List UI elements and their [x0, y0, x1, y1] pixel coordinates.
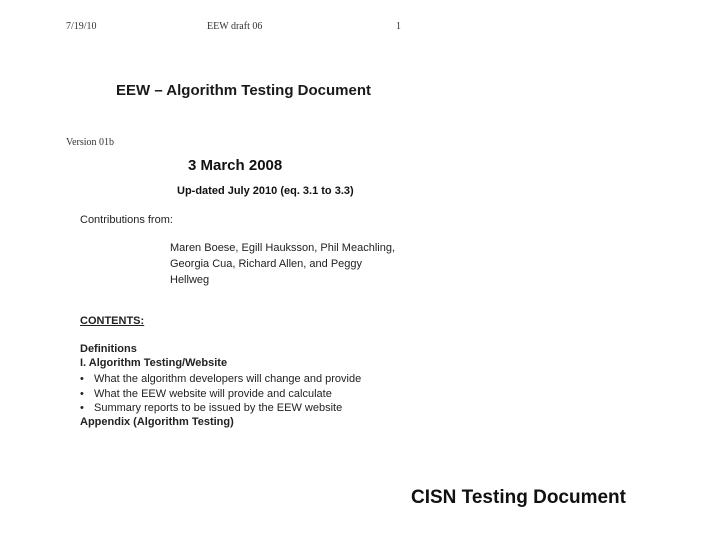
- contributors-list: [170, 240, 395, 288]
- document-date: 3 March 2008: [188, 157, 283, 174]
- contributor-line: Georgia Cua, Richard Allen, and Peggy: [170, 258, 363, 270]
- bullet-icon: •: [80, 387, 84, 400]
- slide-caption: CISN Testing Document: [411, 487, 626, 508]
- definitions-item: Definitions: [80, 343, 137, 355]
- header-page-number: 1: [396, 21, 401, 32]
- header-date: 7/19/10: [66, 21, 97, 32]
- header-draft-label: EEW draft 06: [207, 21, 263, 32]
- contents-bullet-list: [80, 372, 361, 416]
- contributor-line: Hellweg: [170, 274, 210, 286]
- document-title: EEW – Algorithm Testing Document: [116, 82, 372, 99]
- contents-heading: CONTENTS:: [80, 315, 145, 327]
- list-item: [80, 372, 361, 387]
- bullet-icon: •: [80, 402, 84, 414]
- bullet-icon: •: [80, 373, 84, 385]
- list-item-text: What the algorithm developers will change and provide: [94, 373, 362, 385]
- document-updated: Up-dated July 2010 (eq. 3.1 to 3.3): [177, 185, 354, 197]
- contributions-label: Contributions from:: [80, 214, 173, 226]
- contributor-line: Maren Boese, Egill Hauksson, Phil Meachling,: [170, 242, 396, 254]
- list-item: [80, 387, 361, 402]
- document-version: Version 01b: [66, 137, 115, 148]
- appendix-item: Appendix (Algorithm Testing): [80, 416, 234, 428]
- list-item-text: What the EEW website will provide and calculate: [94, 387, 332, 400]
- list-item-text: Summary reports to be issued by the EEW website: [94, 402, 343, 414]
- section-one-heading: I. Algorithm Testing/Website: [80, 357, 228, 369]
